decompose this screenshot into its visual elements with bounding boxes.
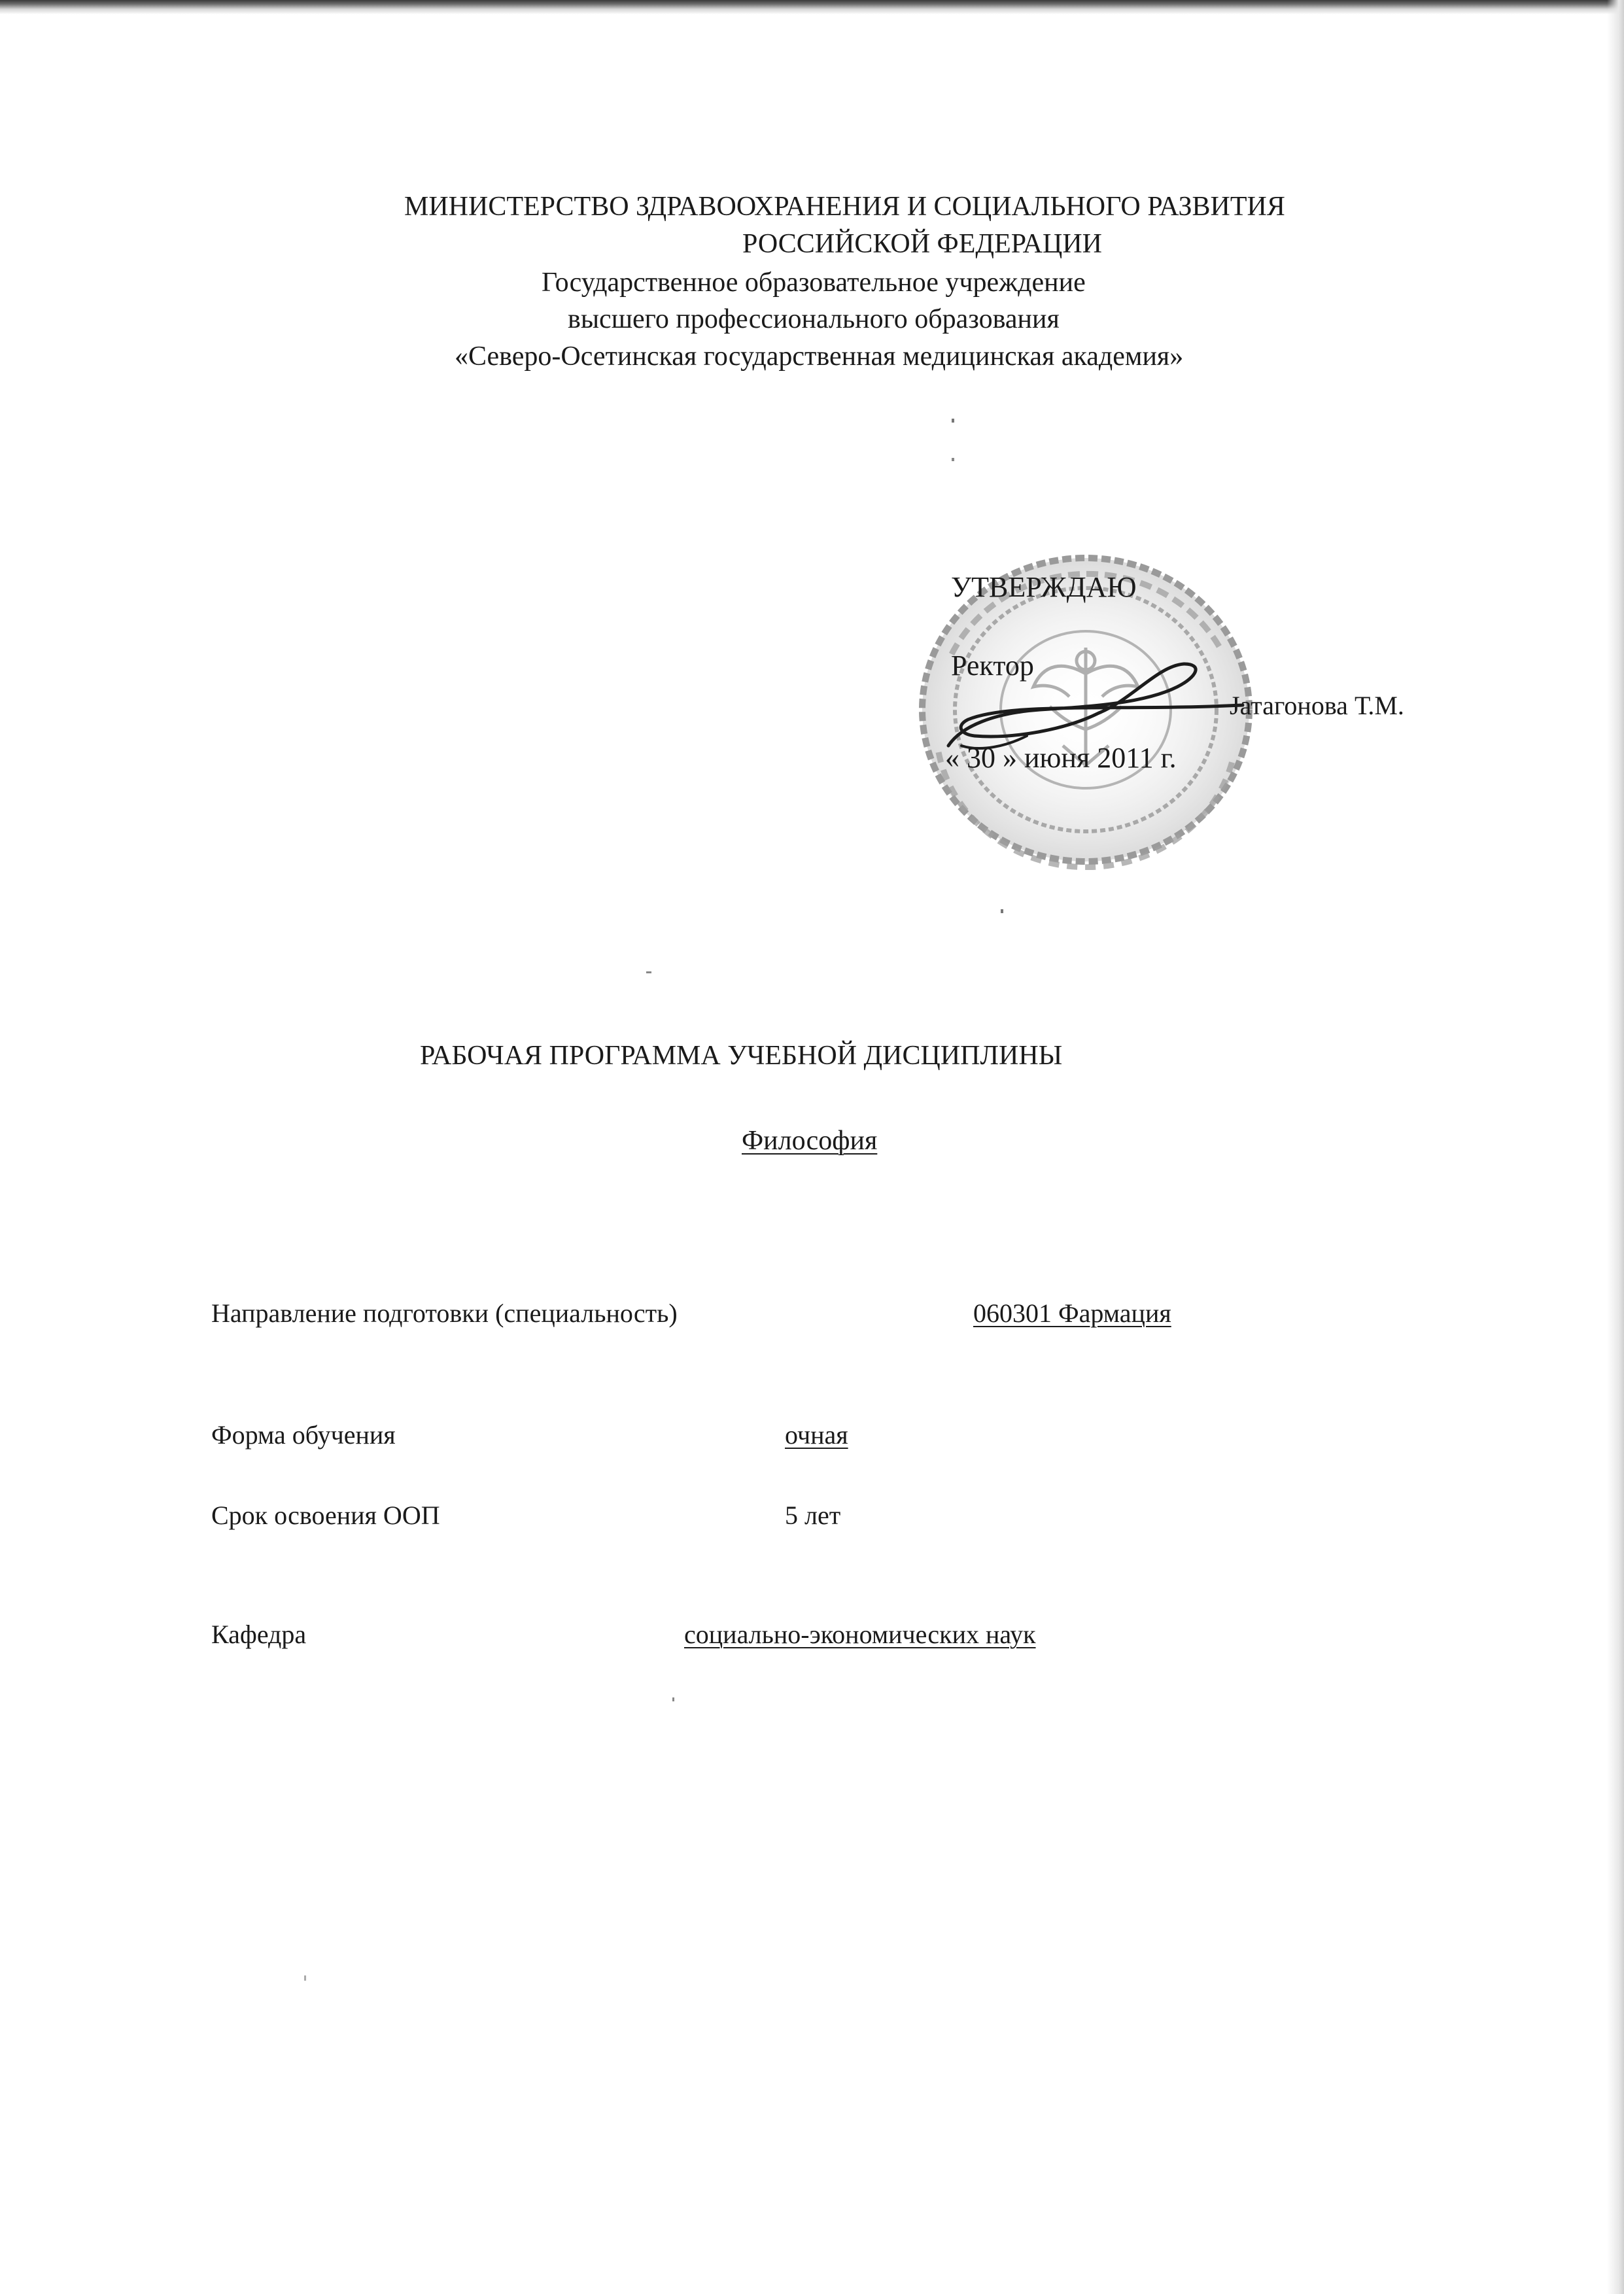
field-value-specialty: 060301 Фармация [973, 1298, 1171, 1328]
scan-speck [1001, 909, 1003, 913]
scan-speck [672, 1697, 674, 1701]
header-education-level: высшего профессионального образования [568, 304, 1060, 334]
header-country: РОССИЙСКОЙ ФЕДЕРАЦИИ [742, 229, 1102, 259]
header-institution-type: Государственное образовательное учреждение [542, 268, 1086, 298]
field-label-study-form: Форма обучения [211, 1420, 396, 1450]
approval-name: Јатагонова Т.М. [1230, 691, 1404, 720]
scan-speck [304, 1975, 306, 1981]
approval-date: « 30 » июня 2011 г. [945, 742, 1177, 774]
field-label-duration: Срок освоения ООП [211, 1501, 440, 1530]
field-value-study-form: очная [785, 1420, 848, 1450]
scan-edge-top [0, 0, 1624, 14]
header-ministry: МИНИСТЕРСТВО ЗДРАВООХРАНЕНИЯ И СОЦИАЛЬНОГО РАЗВИТИЯ [404, 192, 1285, 222]
scan-speck [646, 971, 651, 973]
scan-speck [952, 458, 954, 461]
field-value-department: социально-экономических наук [684, 1620, 1036, 1649]
discipline-name: Философия [742, 1126, 878, 1156]
approval-title: УТВЕРЖДАЮ [951, 571, 1137, 603]
scan-speck [952, 419, 954, 423]
scan-edge-right [1607, 0, 1624, 2294]
field-value-duration: 5 лет [785, 1501, 841, 1530]
document-title: РАБОЧАЯ ПРОГРАММА УЧЕБНОЙ ДИСЦИПЛИНЫ [420, 1041, 1063, 1071]
header-academy-name: «Северо-Осетинская государственная медицинская академия» [455, 341, 1184, 372]
signature [935, 648, 1249, 765]
approval-position: Ректор [951, 650, 1034, 682]
field-label-department: Кафедра [211, 1620, 307, 1649]
field-label-specialty: Направление подготовки (специальность) [211, 1298, 678, 1328]
